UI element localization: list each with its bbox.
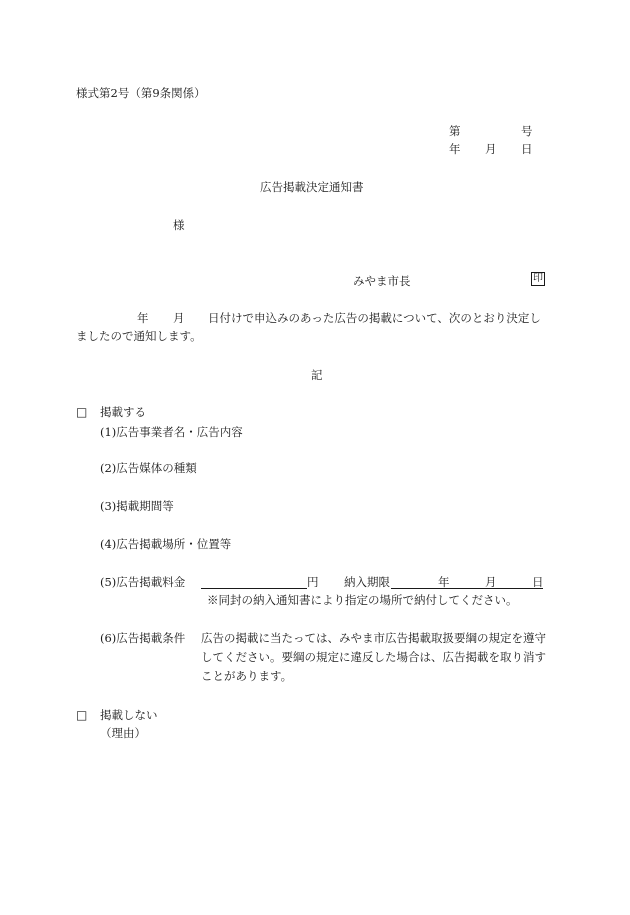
deadline-year: 年	[438, 575, 450, 589]
body-year: 年	[137, 311, 149, 325]
conditions-line-1: 広告の掲載に当たっては、みやま市広告掲載取扱要綱の規定を遵守	[201, 631, 546, 645]
issuer-name: みやま市長	[353, 274, 411, 288]
addressee-suffix: 様	[173, 218, 185, 232]
date-month: 月	[485, 142, 497, 156]
item-period: (3)掲載期間等	[100, 499, 174, 513]
deadline-day: 日	[532, 575, 544, 589]
reject-reason: （理由）	[100, 726, 146, 740]
conditions-line-3: ことがあります。	[201, 669, 293, 683]
fee-yen: 円	[307, 575, 319, 589]
publish-label: 掲載する	[100, 405, 146, 419]
number-prefix: 第	[449, 124, 461, 138]
seal-box: 印	[533, 273, 543, 284]
body-month: 月	[173, 311, 185, 325]
item-location: (4)広告掲載場所・位置等	[100, 537, 232, 551]
fee-amount-line	[201, 588, 307, 589]
item-advertiser: (1)広告事業者名・広告内容	[100, 425, 243, 439]
ki-heading: 記	[311, 368, 323, 382]
deadline-month: 月	[485, 575, 497, 589]
number-suffix: 号	[521, 124, 533, 138]
item-media-type: (2)広告媒体の種類	[100, 461, 197, 475]
checkbox-reject[interactable]: □	[76, 708, 88, 722]
date-day: 日	[521, 142, 533, 156]
item-fee: (5)広告掲載料金	[100, 575, 186, 589]
date-year: 年	[449, 142, 461, 156]
body-line-2: ましたので通知します。	[76, 329, 202, 343]
document-title: 広告掲載決定通知書	[260, 180, 364, 194]
form-id: 様式第2号（第9条関係）	[76, 86, 206, 100]
body-line-1: 日付けで申込みのあった広告の掲載について、次のとおり決定し	[208, 311, 541, 325]
item-conditions: (6)広告掲載条件	[100, 631, 186, 645]
fee-note: ※同封の納入通知書により指定の場所で納付してください。	[207, 593, 518, 607]
reject-label: 掲載しない	[100, 708, 158, 722]
checkbox-publish[interactable]: □	[76, 405, 88, 419]
fee-deadline-label: 納入期限	[344, 575, 390, 589]
deadline-line	[391, 588, 543, 589]
conditions-line-2: してください。要綱の規定に違反した場合は、広告掲載を取り消す	[201, 650, 546, 664]
